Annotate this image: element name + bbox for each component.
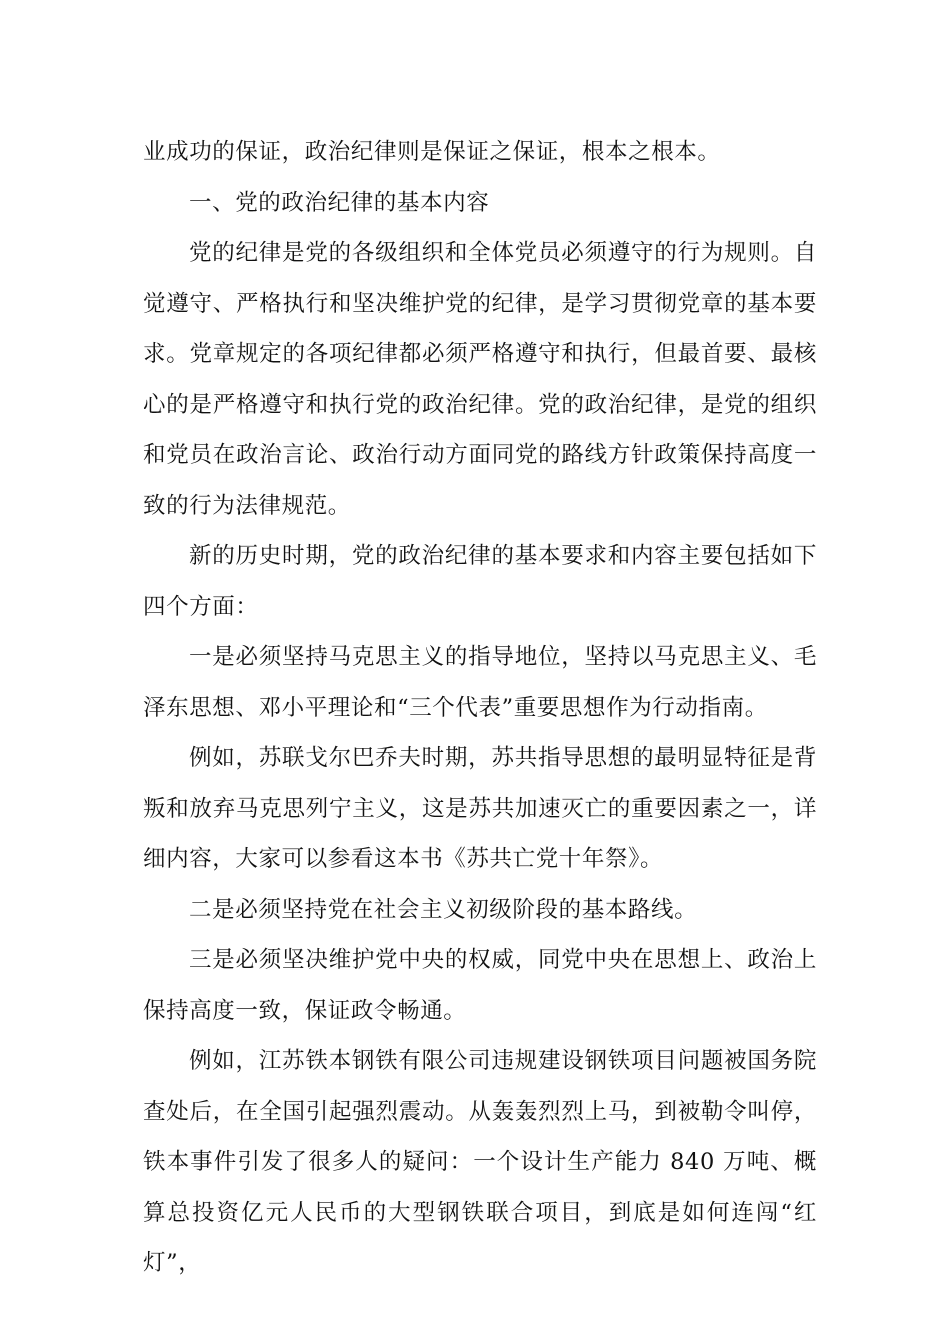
paragraph-7: 二是必须坚持党在社会主义初级阶段的基本路线。 <box>189 896 698 923</box>
paragraph-9: 例如，江苏铁本钢铁有限公司违规建设钢铁项目问题被国务院查处后，在全国引起强烈震动。从轰轰烈烈上马，到被勒令叫停，铁本事件引发了很多人的疑问：一个设计生产能力 840 万吨、概算总投资亿元人民币的大型钢铁联合项目，到底是如何连闯“红灯”， <box>143 1048 817 1276</box>
paragraph-5: 一是必须坚持马克思主义的指导地位，坚持以马克思主义、毛泽东思想、邓小平理论和“三个代表”重要思想作为行动指南。 <box>143 644 817 721</box>
paragraph-1: 业成功的保证，政治纪律则是保证之保证，根本之根本。 <box>143 139 721 165</box>
section-heading: 一、党的政治纪律的基本内容 <box>189 189 490 216</box>
paragraph-6: 例如，苏联戈尔巴乔夫时期，苏共指导思想的最明显特征是背叛和放弃马克思列宁主义，这是苏共加速灭亡的重要因素之一，详细内容，大家可以参看这本书《苏共亡党十年祭》。 <box>143 745 817 872</box>
paragraph-4: 新的历史时期，党的政治纪律的基本要求和内容主要包括如下四个方面： <box>143 543 817 620</box>
document-body <box>143 127 817 1289</box>
paragraph-3: 党的纪律是党的各级组织和全体党员必须遵守的行为规则。自觉遵守、严格执行和坚决维护党的纪律，是学习贯彻党章的基本要求。党章规定的各项纪律都必须严格遵守和执行，但最首要、最核心的是严格遵守和执行党的政治纪律。党的政治纪律，是党的组织和党员在政治言论、政治行动方面同党的路线方针政策保持高度一致的行为法律规范。 <box>143 240 817 519</box>
paragraph-8: 三是必须坚决维护党中央的权威，同党中央在思想上、政治上保持高度一致，保证政令畅通。 <box>143 947 817 1024</box>
